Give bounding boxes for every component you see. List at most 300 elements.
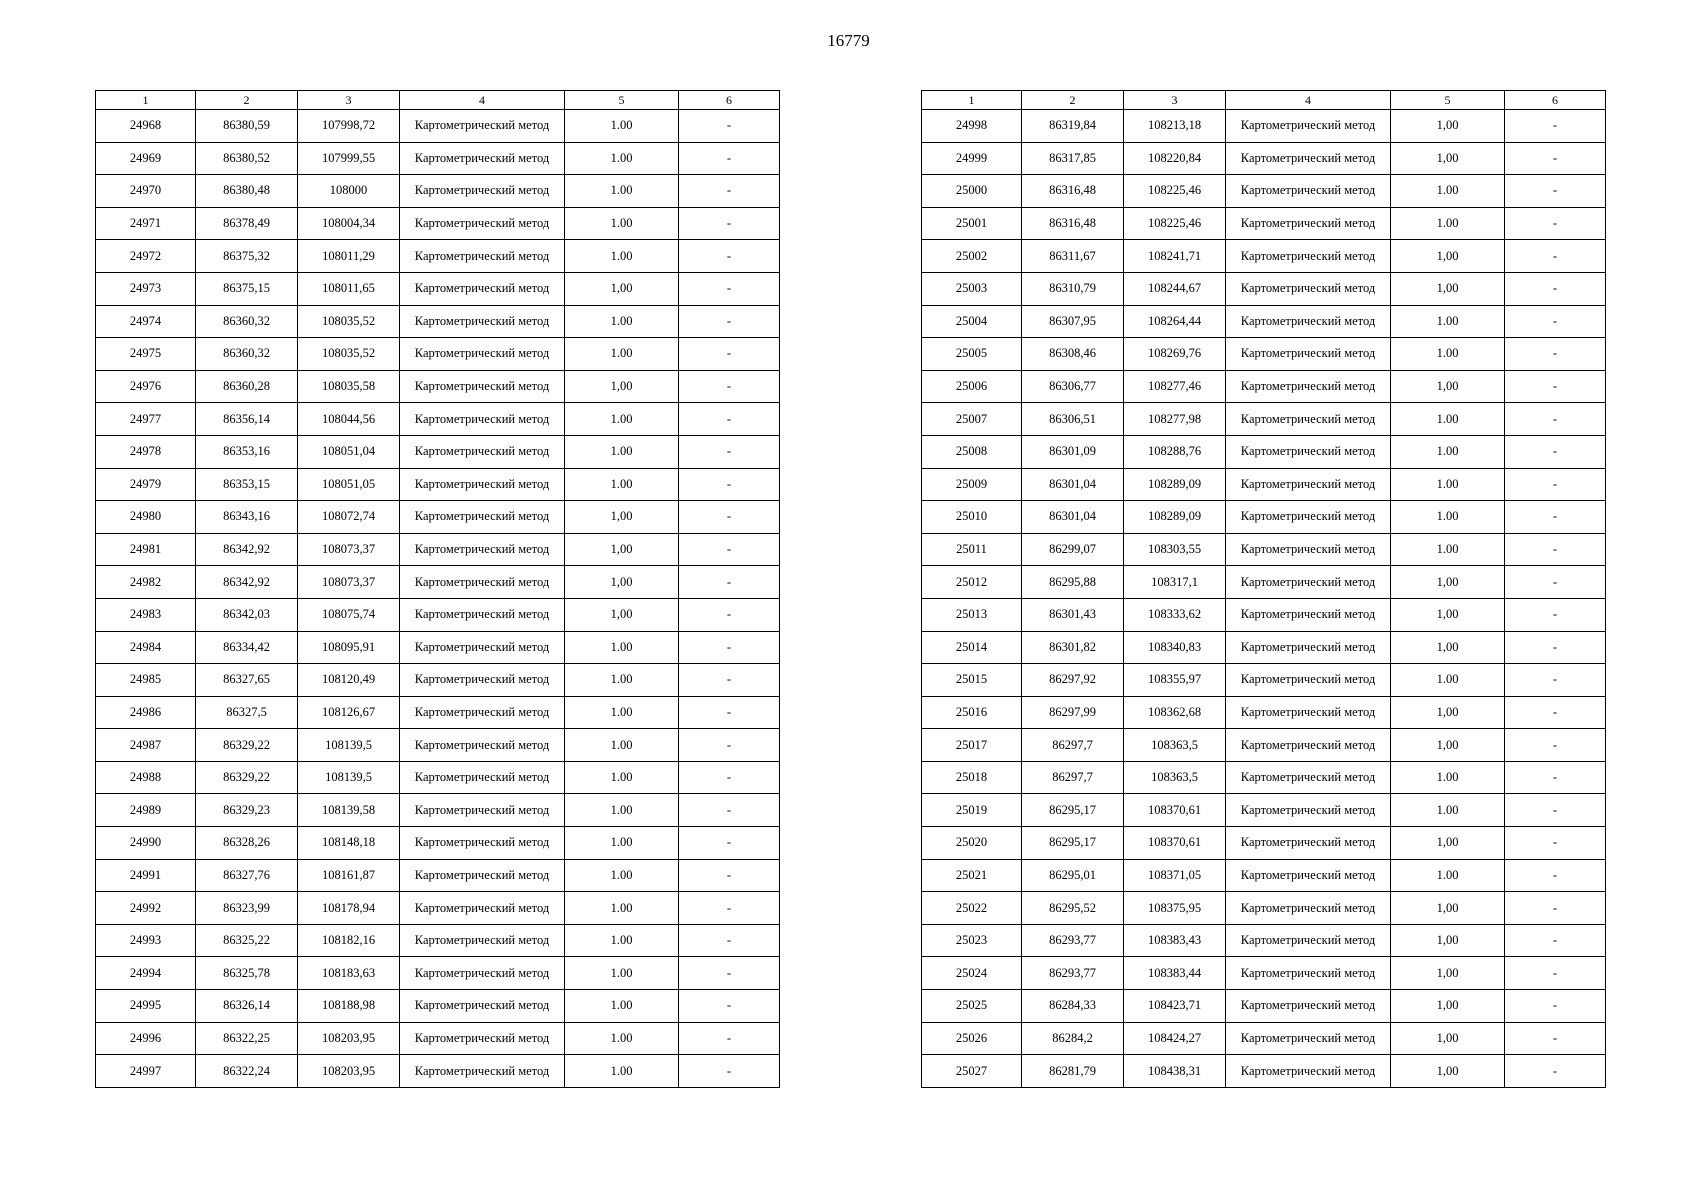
- accuracy-cell: 1.00: [565, 631, 679, 664]
- y-coordinate-cell: 108277,98: [1124, 403, 1226, 436]
- point-number-cell: 24978: [96, 435, 196, 468]
- point-number-cell: 25000: [922, 175, 1022, 208]
- y-coordinate-cell: 108363,5: [1124, 761, 1226, 794]
- table-row: [96, 566, 780, 599]
- y-coordinate-cell: 108035,58: [298, 370, 400, 403]
- method-cell: Картометрический метод: [1226, 729, 1391, 762]
- point-number-cell: 24983: [96, 598, 196, 631]
- note-cell: -: [1505, 892, 1606, 925]
- method-cell: Картометрический метод: [1226, 272, 1391, 305]
- x-coordinate-cell: 86317,85: [1022, 142, 1124, 175]
- method-cell: Картометрический метод: [400, 272, 565, 305]
- table-header: [922, 91, 1606, 110]
- x-coordinate-cell: 86380,59: [196, 110, 298, 143]
- point-number-cell: 25018: [922, 761, 1022, 794]
- table-body: [922, 110, 1606, 1088]
- accuracy-cell: 1.00: [565, 696, 679, 729]
- point-number-cell: 24975: [96, 338, 196, 371]
- y-coordinate-cell: 108051,04: [298, 435, 400, 468]
- y-coordinate-cell: 108225,46: [1124, 175, 1226, 208]
- y-coordinate-cell: 108333,62: [1124, 598, 1226, 631]
- note-cell: -: [679, 696, 780, 729]
- accuracy-cell: 1,00: [1391, 892, 1505, 925]
- x-coordinate-cell: 86329,22: [196, 761, 298, 794]
- y-coordinate-cell: 108225,46: [1124, 207, 1226, 240]
- table-row: [96, 924, 780, 957]
- accuracy-cell: 1.00: [565, 990, 679, 1023]
- table-body: [96, 110, 780, 1088]
- note-cell: -: [679, 598, 780, 631]
- y-coordinate-cell: 108288,76: [1124, 435, 1226, 468]
- point-number-cell: 25002: [922, 240, 1022, 273]
- method-cell: Картометрический метод: [400, 175, 565, 208]
- method-cell: Картометрический метод: [400, 827, 565, 860]
- y-coordinate-cell: 108213,18: [1124, 110, 1226, 143]
- note-cell: -: [679, 272, 780, 305]
- y-coordinate-cell: 108277,46: [1124, 370, 1226, 403]
- note-cell: -: [679, 892, 780, 925]
- accuracy-cell: 1,00: [565, 272, 679, 305]
- accuracy-cell: 1.00: [565, 729, 679, 762]
- y-coordinate-cell: 108269,76: [1124, 338, 1226, 371]
- accuracy-cell: 1,00: [1391, 598, 1505, 631]
- method-cell: Картометрический метод: [400, 468, 565, 501]
- table-row: [922, 142, 1606, 175]
- accuracy-cell: 1.00: [1391, 664, 1505, 697]
- accuracy-cell: 1.00: [1391, 794, 1505, 827]
- accuracy-cell: 1.00: [1391, 175, 1505, 208]
- note-cell: -: [1505, 924, 1606, 957]
- method-cell: Картометрический метод: [1226, 892, 1391, 925]
- method-cell: Картометрический метод: [1226, 175, 1391, 208]
- table-row: [96, 338, 780, 371]
- y-coordinate-cell: 108244,67: [1124, 272, 1226, 305]
- x-coordinate-cell: 86360,28: [196, 370, 298, 403]
- x-coordinate-cell: 86342,03: [196, 598, 298, 631]
- accuracy-cell: 1.00: [565, 892, 679, 925]
- accuracy-cell: 1.00: [565, 761, 679, 794]
- x-coordinate-cell: 86353,16: [196, 435, 298, 468]
- method-cell: Картометрический метод: [1226, 761, 1391, 794]
- table-row: [922, 957, 1606, 990]
- table-row: [922, 175, 1606, 208]
- accuracy-cell: 1,00: [1391, 696, 1505, 729]
- x-coordinate-cell: 86299,07: [1022, 533, 1124, 566]
- table-row: [96, 110, 780, 143]
- x-coordinate-cell: 86360,32: [196, 338, 298, 371]
- point-number-cell: 25008: [922, 435, 1022, 468]
- method-cell: Картометрический метод: [1226, 533, 1391, 566]
- method-cell: Картометрический метод: [1226, 794, 1391, 827]
- method-cell: Картометрический метод: [400, 435, 565, 468]
- note-cell: -: [1505, 370, 1606, 403]
- point-number-cell: 24974: [96, 305, 196, 338]
- y-coordinate-cell: 108424,27: [1124, 1022, 1226, 1055]
- method-cell: Картометрический метод: [400, 501, 565, 534]
- method-cell: Картометрический метод: [1226, 468, 1391, 501]
- table-row: [922, 827, 1606, 860]
- x-coordinate-cell: 86297,92: [1022, 664, 1124, 697]
- x-coordinate-cell: 86295,17: [1022, 794, 1124, 827]
- accuracy-cell: 1,00: [1391, 370, 1505, 403]
- accuracy-cell: 1,00: [1391, 729, 1505, 762]
- method-cell: Картометрический метод: [400, 631, 565, 664]
- y-coordinate-cell: 108264,44: [1124, 305, 1226, 338]
- method-cell: Картометрический метод: [1226, 110, 1391, 143]
- y-coordinate-cell: 108139,5: [298, 761, 400, 794]
- column-header-1: 1: [922, 91, 1022, 110]
- y-coordinate-cell: 108004,34: [298, 207, 400, 240]
- x-coordinate-cell: 86342,92: [196, 533, 298, 566]
- method-cell: Картометрический метод: [1226, 207, 1391, 240]
- point-number-cell: 24991: [96, 859, 196, 892]
- note-cell: -: [1505, 501, 1606, 534]
- x-coordinate-cell: 86360,32: [196, 305, 298, 338]
- y-coordinate-cell: 108370,61: [1124, 827, 1226, 860]
- method-cell: Картометрический метод: [1226, 305, 1391, 338]
- point-number-cell: 24993: [96, 924, 196, 957]
- note-cell: -: [679, 338, 780, 371]
- table-row: [96, 598, 780, 631]
- accuracy-cell: 1,00: [1391, 272, 1505, 305]
- accuracy-cell: 1,00: [1391, 566, 1505, 599]
- y-coordinate-cell: 108340,83: [1124, 631, 1226, 664]
- accuracy-cell: 1.00: [565, 1055, 679, 1088]
- note-cell: -: [1505, 729, 1606, 762]
- table-row: [96, 175, 780, 208]
- accuracy-cell: 1,00: [1391, 631, 1505, 664]
- table-row: [96, 403, 780, 436]
- point-number-cell: 24971: [96, 207, 196, 240]
- point-number-cell: 25001: [922, 207, 1022, 240]
- point-number-cell: 24988: [96, 761, 196, 794]
- table-header: [96, 91, 780, 110]
- accuracy-cell: 1,00: [1391, 924, 1505, 957]
- note-cell: -: [679, 859, 780, 892]
- method-cell: Картометрический метод: [400, 533, 565, 566]
- note-cell: -: [679, 566, 780, 599]
- point-number-cell: 24995: [96, 990, 196, 1023]
- accuracy-cell: 1.00: [1391, 501, 1505, 534]
- x-coordinate-cell: 86380,52: [196, 142, 298, 175]
- accuracy-cell: 1,00: [565, 598, 679, 631]
- method-cell: Картометрический метод: [400, 110, 565, 143]
- method-cell: Картометрический метод: [400, 761, 565, 794]
- point-number-cell: 24972: [96, 240, 196, 273]
- accuracy-cell: 1,00: [1391, 827, 1505, 860]
- column-header-1: 1: [96, 91, 196, 110]
- table-row: [922, 794, 1606, 827]
- point-number-cell: 25025: [922, 990, 1022, 1023]
- y-coordinate-cell: 108139,58: [298, 794, 400, 827]
- accuracy-cell: 1,00: [1391, 240, 1505, 273]
- note-cell: -: [679, 827, 780, 860]
- method-cell: Картометрический метод: [1226, 664, 1391, 697]
- x-coordinate-cell: 86297,7: [1022, 761, 1124, 794]
- table-row: [922, 761, 1606, 794]
- method-cell: Картометрический метод: [1226, 957, 1391, 990]
- method-cell: Картометрический метод: [400, 240, 565, 273]
- table-row: [96, 664, 780, 697]
- note-cell: -: [679, 794, 780, 827]
- table-row: [922, 403, 1606, 436]
- column-header-5: 5: [565, 91, 679, 110]
- method-cell: Картометрический метод: [1226, 924, 1391, 957]
- accuracy-cell: 1,00: [1391, 957, 1505, 990]
- point-number-cell: 24990: [96, 827, 196, 860]
- y-coordinate-cell: 108289,09: [1124, 501, 1226, 534]
- y-coordinate-cell: 108183,63: [298, 957, 400, 990]
- y-coordinate-cell: 108044,56: [298, 403, 400, 436]
- accuracy-cell: 1.00: [565, 305, 679, 338]
- column-header-4: 4: [400, 91, 565, 110]
- note-cell: -: [679, 240, 780, 273]
- table-row: [96, 468, 780, 501]
- accuracy-cell: 1,00: [1391, 1055, 1505, 1088]
- accuracy-cell: 1.00: [565, 175, 679, 208]
- table-row: [96, 696, 780, 729]
- table-row: [922, 435, 1606, 468]
- column-header-5: 5: [1391, 91, 1505, 110]
- note-cell: -: [679, 110, 780, 143]
- x-coordinate-cell: 86295,17: [1022, 827, 1124, 860]
- table-row: [96, 631, 780, 664]
- point-number-cell: 24987: [96, 729, 196, 762]
- accuracy-cell: 1.00: [565, 664, 679, 697]
- x-coordinate-cell: 86380,48: [196, 175, 298, 208]
- table-row: [922, 533, 1606, 566]
- table-row: [96, 761, 780, 794]
- note-cell: -: [679, 370, 780, 403]
- method-cell: Картометрический метод: [400, 598, 565, 631]
- y-coordinate-cell: 108363,5: [1124, 729, 1226, 762]
- table-row: [922, 240, 1606, 273]
- accuracy-cell: 1.00: [565, 142, 679, 175]
- accuracy-cell: 1.00: [1391, 403, 1505, 436]
- method-cell: Картометрический метод: [400, 990, 565, 1023]
- accuracy-cell: 1,00: [565, 566, 679, 599]
- point-number-cell: 25020: [922, 827, 1022, 860]
- method-cell: Картометрический метод: [400, 1022, 565, 1055]
- note-cell: -: [1505, 240, 1606, 273]
- table-row: [922, 696, 1606, 729]
- x-coordinate-cell: 86293,77: [1022, 924, 1124, 957]
- x-coordinate-cell: 86295,52: [1022, 892, 1124, 925]
- method-cell: Картометрический метод: [400, 794, 565, 827]
- table-row: [922, 272, 1606, 305]
- y-coordinate-cell: 107998,72: [298, 110, 400, 143]
- point-number-cell: 24994: [96, 957, 196, 990]
- table-row: [96, 859, 780, 892]
- point-number-cell: 24973: [96, 272, 196, 305]
- accuracy-cell: 1.00: [565, 110, 679, 143]
- note-cell: -: [1505, 533, 1606, 566]
- method-cell: Картометрический метод: [400, 859, 565, 892]
- point-number-cell: 24979: [96, 468, 196, 501]
- x-coordinate-cell: 86343,16: [196, 501, 298, 534]
- point-number-cell: 25009: [922, 468, 1022, 501]
- note-cell: -: [679, 924, 780, 957]
- y-coordinate-cell: 108371,05: [1124, 859, 1226, 892]
- note-cell: -: [1505, 435, 1606, 468]
- point-number-cell: 25016: [922, 696, 1022, 729]
- x-coordinate-cell: 86327,5: [196, 696, 298, 729]
- accuracy-cell: 1.00: [1391, 305, 1505, 338]
- note-cell: -: [1505, 338, 1606, 371]
- method-cell: Картометрический метод: [400, 142, 565, 175]
- x-coordinate-cell: 86375,32: [196, 240, 298, 273]
- column-header-6: 6: [679, 91, 780, 110]
- y-coordinate-cell: 108073,37: [298, 533, 400, 566]
- y-coordinate-cell: 108035,52: [298, 305, 400, 338]
- accuracy-cell: 1.00: [565, 338, 679, 371]
- table-row: [96, 435, 780, 468]
- method-cell: Картометрический метод: [400, 207, 565, 240]
- note-cell: -: [679, 1055, 780, 1088]
- table-row: [922, 207, 1606, 240]
- accuracy-cell: 1.00: [1391, 761, 1505, 794]
- accuracy-cell: 1.00: [1391, 207, 1505, 240]
- table-row: [922, 598, 1606, 631]
- table-row: [96, 990, 780, 1023]
- y-coordinate-cell: 108051,05: [298, 468, 400, 501]
- accuracy-cell: 1.00: [565, 827, 679, 860]
- accuracy-cell: 1,00: [565, 501, 679, 534]
- accuracy-cell: 1.00: [1391, 338, 1505, 371]
- note-cell: -: [679, 501, 780, 534]
- note-cell: -: [679, 142, 780, 175]
- table-row: [96, 142, 780, 175]
- y-coordinate-cell: 108148,18: [298, 827, 400, 860]
- table-row: [96, 892, 780, 925]
- table-row: [96, 827, 780, 860]
- y-coordinate-cell: 108011,65: [298, 272, 400, 305]
- method-cell: Картометрический метод: [1226, 403, 1391, 436]
- note-cell: -: [1505, 859, 1606, 892]
- y-coordinate-cell: 108438,31: [1124, 1055, 1226, 1088]
- table-row: [96, 370, 780, 403]
- table-row: [96, 240, 780, 273]
- accuracy-cell: 1.00: [565, 1022, 679, 1055]
- y-coordinate-cell: 108383,43: [1124, 924, 1226, 957]
- point-number-cell: 25019: [922, 794, 1022, 827]
- note-cell: -: [1505, 1022, 1606, 1055]
- table-row: [96, 957, 780, 990]
- x-coordinate-cell: 86306,51: [1022, 403, 1124, 436]
- note-cell: -: [679, 761, 780, 794]
- table-row: [922, 859, 1606, 892]
- table-row: [922, 990, 1606, 1023]
- point-number-cell: 25004: [922, 305, 1022, 338]
- accuracy-cell: 1,00: [1391, 142, 1505, 175]
- point-number-cell: 24999: [922, 142, 1022, 175]
- table-row: [96, 1055, 780, 1088]
- accuracy-cell: 1.00: [565, 435, 679, 468]
- x-coordinate-cell: 86342,92: [196, 566, 298, 599]
- accuracy-cell: 1.00: [1391, 468, 1505, 501]
- y-coordinate-cell: 108355,97: [1124, 664, 1226, 697]
- x-coordinate-cell: 86301,43: [1022, 598, 1124, 631]
- table-row: [922, 338, 1606, 371]
- accuracy-cell: 1,00: [1391, 1022, 1505, 1055]
- x-coordinate-cell: 86301,82: [1022, 631, 1124, 664]
- x-coordinate-cell: 86329,22: [196, 729, 298, 762]
- x-coordinate-cell: 86316,48: [1022, 175, 1124, 208]
- column-header-3: 3: [1124, 91, 1226, 110]
- y-coordinate-cell: 108370,61: [1124, 794, 1226, 827]
- note-cell: -: [1505, 272, 1606, 305]
- x-coordinate-cell: 86297,7: [1022, 729, 1124, 762]
- accuracy-cell: 1.00: [565, 957, 679, 990]
- table-row: [922, 370, 1606, 403]
- table-row: [922, 1022, 1606, 1055]
- point-number-cell: 24976: [96, 370, 196, 403]
- point-number-cell: 24985: [96, 664, 196, 697]
- accuracy-cell: 1,00: [565, 370, 679, 403]
- note-cell: -: [1505, 696, 1606, 729]
- x-coordinate-cell: 86325,22: [196, 924, 298, 957]
- x-coordinate-cell: 86301,04: [1022, 501, 1124, 534]
- y-coordinate-cell: 108095,91: [298, 631, 400, 664]
- y-coordinate-cell: 108220,84: [1124, 142, 1226, 175]
- y-coordinate-cell: 108075,74: [298, 598, 400, 631]
- table-row: [922, 1055, 1606, 1088]
- y-coordinate-cell: 108241,71: [1124, 240, 1226, 273]
- method-cell: Картометрический метод: [1226, 501, 1391, 534]
- note-cell: -: [679, 631, 780, 664]
- point-number-cell: 25012: [922, 566, 1022, 599]
- note-cell: -: [1505, 142, 1606, 175]
- table-row: [96, 207, 780, 240]
- accuracy-cell: 1.00: [565, 859, 679, 892]
- point-number-cell: 24997: [96, 1055, 196, 1088]
- x-coordinate-cell: 86295,01: [1022, 859, 1124, 892]
- note-cell: -: [1505, 957, 1606, 990]
- point-number-cell: 25006: [922, 370, 1022, 403]
- y-coordinate-cell: 108362,68: [1124, 696, 1226, 729]
- x-coordinate-cell: 86327,65: [196, 664, 298, 697]
- method-cell: Картометрический метод: [1226, 1022, 1391, 1055]
- coordinates-table-left: [95, 90, 780, 1088]
- method-cell: Картометрический метод: [400, 566, 565, 599]
- table-row: [96, 729, 780, 762]
- table-row: [922, 110, 1606, 143]
- note-cell: -: [679, 435, 780, 468]
- accuracy-cell: 1,00: [565, 533, 679, 566]
- method-cell: Картометрический метод: [1226, 631, 1391, 664]
- point-number-cell: 25003: [922, 272, 1022, 305]
- x-coordinate-cell: 86327,76: [196, 859, 298, 892]
- note-cell: -: [679, 305, 780, 338]
- x-coordinate-cell: 86308,46: [1022, 338, 1124, 371]
- note-cell: -: [1505, 761, 1606, 794]
- note-cell: -: [679, 729, 780, 762]
- note-cell: -: [679, 468, 780, 501]
- note-cell: -: [679, 403, 780, 436]
- x-coordinate-cell: 86297,99: [1022, 696, 1124, 729]
- y-coordinate-cell: 108072,74: [298, 501, 400, 534]
- method-cell: Картометрический метод: [400, 892, 565, 925]
- y-coordinate-cell: 108289,09: [1124, 468, 1226, 501]
- method-cell: Картометрический метод: [400, 370, 565, 403]
- method-cell: Картометрический метод: [1226, 696, 1391, 729]
- table-row: [96, 272, 780, 305]
- method-cell: Картометрический метод: [400, 338, 565, 371]
- accuracy-cell: 1.00: [565, 468, 679, 501]
- x-coordinate-cell: 86310,79: [1022, 272, 1124, 305]
- method-cell: Картометрический метод: [400, 696, 565, 729]
- x-coordinate-cell: 86356,14: [196, 403, 298, 436]
